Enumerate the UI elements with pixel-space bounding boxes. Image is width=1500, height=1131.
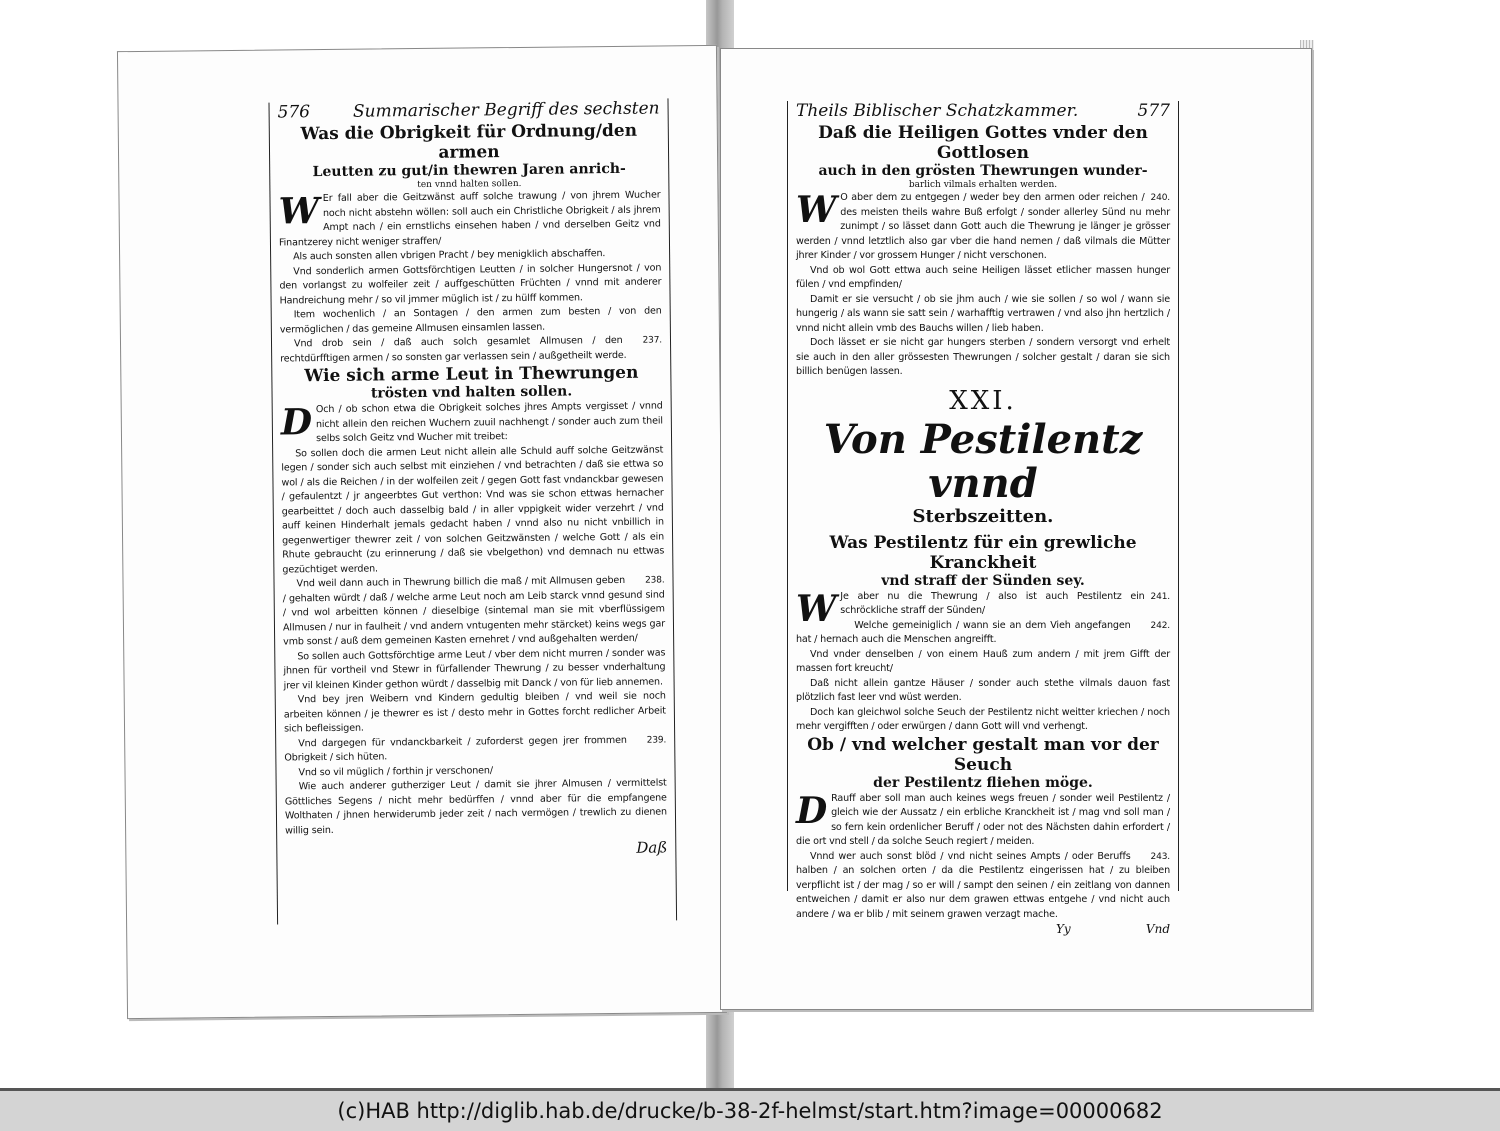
right-page-number: 577: [1137, 101, 1170, 121]
paragraph-text: Och / ob schon etwa die Obrigkeit solches jhres Ampts vergisset / vnnd nicht allein den reichen Wuchern zuuil nachhengt / sonder auch zum theil selbs solch Geitz vnd Wucher mit treibet:: [315, 400, 663, 445]
paragraph: [281, 443, 664, 577]
paragraph-text: Je aber nu die Thewrung / also ist auch Pestilentz ein schröckliche straff der Sünden/: [840, 590, 1145, 616]
chapter-number: XXI.: [949, 385, 1017, 416]
section1-heading: Daß die Heiligen Gottes vnder den Gottlosen: [818, 123, 1148, 163]
paragraph: [278, 188, 661, 250]
section-body: [281, 399, 668, 838]
paragraph-number: 241.: [1150, 591, 1170, 602]
left-text-column: [268, 98, 677, 924]
signature-mark: Yy: [1056, 922, 1071, 936]
drop-cap: W: [796, 587, 837, 630]
chapter-subtitle: Sterbszeitten.: [912, 505, 1054, 527]
right-page-foot: [796, 922, 1170, 936]
paragraph-number: 240.: [1150, 193, 1170, 203]
paragraph-text: O aber dem zu entgegen / weder bey den armen oder reichen / des meisten theils wahre Buß erfolgt / sonder allerley Sünd nu mehr zunimpt / so lässet dann Gott auch die Thewrung je länger je grösser werden / vnnd letztlich also gar vber die hand nemen / daß vilmals die Mütter jhrer Kinder / vor grossem Hunger / nicht verschonen.: [796, 192, 1170, 261]
section-body: [278, 188, 662, 366]
section1-heading2: auch in den grösten Thewrungen wunder-: [818, 163, 1148, 179]
paragraph: [796, 789, 1170, 850]
paragraph-text: Damit er sie versucht / ob sie jhm auch / wie sie sollen / so wol / wann sie hungerig / als wann sie satt sein / warhafftig vertrawen / vnd also jhn hertzlich / vnnd nicht allein vmb des Bauchs willen / lieb haben.: [796, 293, 1170, 334]
paragraph-text: Item wochenlich / an Sontagen / den armen zum besten / von den vermöglichen / das gemeine Allmusen einsamlen lassen.: [279, 305, 662, 335]
drop-cap: D: [280, 401, 313, 444]
section2-heading2: vnd straff der Sünden sey.: [881, 572, 1085, 589]
paragraph: [280, 333, 662, 366]
section3-body: [796, 789, 1170, 923]
section-heading: Was die Obrigkeit für Ordnung/den armen: [300, 120, 638, 163]
paragraph-text: Vnd so vil müglich / forthin jr verschonen/: [298, 764, 493, 778]
paragraph: [280, 304, 662, 337]
drop-cap: W: [278, 190, 320, 233]
paragraph-text: Vnd drob sein / daß auch solch gesamlet Allmusen / den rechtdürfftigen armen / so sonsten gar verlassen sein / außgetheilt werde.: [280, 334, 627, 364]
left-running-head: [277, 98, 659, 122]
paragraph: [284, 689, 666, 736]
left-page: [117, 45, 727, 1019]
paragraph: [796, 648, 1170, 677]
paragraph-number: 243.: [1150, 851, 1170, 862]
drop-cap: W: [796, 189, 837, 231]
section3-heading2: der Pestilentz fliehen möge.: [873, 774, 1093, 791]
paragraph-text: So sollen doch die armen Leut nicht allein alle Schuld auff solche Geitzwänst legen / sonder sich auch selbst mit einziehen / vnd betrachten / daß sie ettwa so wol / als die Reichen / in der wolfeilen zeit / gegen Gott fast vndanckbar gewesen / gefaulentzt / jr angeerbtes Gut verthon: Vnd was sie schon ettwas hernacher gearbeittet / doch auch dasselbig bald / in aller vppigkeit wider verzehrt / vnd auff keinen Hinderhalt jemals gedacht haben / vnnd also nu nicht vnbillich in gegenwertiger thewrer zeit / von solchen Geitzwänsten / welche Gott / als ein Rhute gebraucht (zu erinnerung / daß sie vbelgethon) vnd demnach nu ettwas gezüchtiget werden.: [281, 443, 665, 575]
paragraph: [284, 733, 666, 766]
paragraph-text: Vnnd wer auch sonst blöd / vnd nicht seines Ampts / oder Beruffs halben / an solchen orten / da die Pestilentz eingerissen hat / zu bleiben verpflicht ist / der mag / so er will / sampt den seinen / ein zeitlang von dannen entweichen / damit er also nur dem grawen ettwas entgehe / vnd nicht auch andere / wa er blib / mit seinem grawen verzagt mache.: [796, 850, 1170, 920]
left-running-title: Summarischer Begriff des sechsten: [352, 98, 660, 122]
paragraph: [285, 776, 668, 838]
section1-body: [796, 191, 1170, 380]
paragraph: [796, 706, 1170, 735]
paragraph-number: 237.: [642, 335, 663, 346]
paragraph: [281, 399, 663, 446]
left-page-number: 576: [277, 102, 311, 123]
paragraph-text: Doch kan gleichwol solche Seuch der Pestilentz nicht weitter kriechen / noch mehr vergifften / oder erwürgen / dann Gott will vnd verhengt.: [796, 706, 1170, 732]
section-heading: Wie sich arme Leut in Thewrungen: [304, 362, 639, 387]
paragraph-text: Welche gemeiniglich / wann sie an dem Vieh angefangen hat / hernach auch die Menschen angreifft.: [796, 619, 1131, 645]
paragraph: [796, 850, 1170, 923]
chapter-title: Von Pestilentz vnnd: [823, 415, 1143, 507]
left-sections: [278, 120, 667, 838]
left-catchword: Daß: [636, 838, 668, 857]
paragraph-text: Vnd vnder denselben / von einem Hauß zum andern / mit jrem Gifft der massen fort kreucht/: [796, 648, 1170, 674]
paragraph-text: Vnd sonderlich armen Gottsförchtigen Leutten / in solcher Hungersnot / von den vorlangst zu wolfeiler zeit / auffgeschütten Früchten / vnnd mit anderer Handreichung mehr / so vil jmmer müglich ist / zu hülff kommen.: [279, 261, 662, 306]
drop-cap: D: [796, 789, 828, 832]
paragraph: [796, 293, 1170, 337]
paragraph: [796, 264, 1170, 293]
right-text-column: [787, 101, 1179, 936]
paragraph: [796, 677, 1170, 706]
paragraph: [796, 336, 1170, 380]
section-heading2: Leutten zu gut/in thewren Jaren anrich-: [312, 160, 626, 181]
section-heading2: trösten vnd halten sollen.: [370, 383, 573, 402]
right-running-head: [796, 101, 1170, 121]
paragraph-text: Wie auch anderer gutherziger Leut / damit sie jhrer Almusen / vermittelst Göttliches Segens / nicht mehr bedürffen / vnnd aber für die empfangene Wolthaten / jhnen herwiderumb jeder zeit / nach vermögen / trewlich zu dienen willig sein.: [284, 777, 668, 836]
paragraph-text: Doch lässet er sie nicht gar hungers sterben / sondern versorgt vnd erhelt sie auch in den aller grössesten Thewrungen / solcher gestalt / daran sie sich billich benügen lassen.: [796, 337, 1170, 377]
paragraph-text: So sollen auch Gottsförchtige arme Leut / vber dem nicht murren / sonder was jhnen für vortheil vnd Stewr in fürfallender Thewrung / zu besser vnderhaltung jrer vil kleinen Kinder gethon würdt / dasselbig mit Danck / von für lieb annemen.: [283, 646, 666, 691]
paragraph-text: Er fall aber die Geitzwänst auff solche trawung / von jhrem Wucher noch nicht abstehn wöllen: soll auch ein Christliche Obrigkeit / als jhrem Ampt nach / ein ernstlichs einsehen haben / vnd derselben Geitz vnd Finantzerey nicht weniger straffen/: [278, 189, 661, 248]
paragraph: [283, 646, 665, 693]
section-heading3: ten vnnd halten sollen.: [417, 178, 522, 191]
right-catchword: Vnd: [1145, 922, 1170, 936]
paragraph-text: Rauff aber soll man auch keines wegs freuen / sonder weil Pestilentz / gleich wie der Aussatz / ein erbliche Kranckheit ist / mag vnd soll man / so fern kein ordenlicher Beruff / oder not des Nächsten dahin erfordert / die ort vnd stell / da solche Seuch regiert / meiden.: [796, 792, 1170, 847]
paragraph-text: Als auch sonsten allen vbrigen Pracht / bey menigklich abschaffen.: [293, 248, 606, 263]
section2-heading: Was Pestilentz für ein grewliche Kranckheit: [829, 532, 1137, 573]
right-running-title: Theils Biblischer Schatzkammer.: [796, 101, 1079, 121]
paragraph-text: Daß nicht allein gantze Häuser / sonder auch stethe vilmals dauon fast plötzlich fast leer vnd wüst werden.: [796, 677, 1170, 703]
right-page: [720, 48, 1312, 1010]
paragraph-number: 238.: [645, 575, 665, 586]
paragraph-text: Vnd bey jren Weibern vnd Kindern gedultig bleiben / vnd weil sie noch arbeiten können / je thewrer es ist / desto mehr in Gottes forcht redlicher Arbeit sich befleissigen.: [283, 690, 666, 735]
paragraph-number: 242.: [1150, 620, 1170, 631]
paragraph-text: Vnd weil dann auch in Thewrung billich die maß / mit Allmusen geben / gehalten würdt / daß / welche arme Leut noch am Leib starck vnnd gesund sind / vnd wol arbeitten können / dieselbige (sintemal man sie mit vberflüssigem Allmusen / nur in faulheit / vnd andern vntugenten mehr stärcket) keins wegs gar vmb sonst / auß dem gemeinen Kasten ernehret / vnd außgehalten werden/: [282, 574, 666, 648]
paragraph-text: Vnd ob wol Gott ettwa auch seine Heiligen lässet etlicher massen hunger fülen / vnd empfinden/: [796, 264, 1170, 290]
section3-heading: Ob / vnd welcher gestalt man vor der Seuch: [807, 734, 1159, 775]
section2-body: [796, 587, 1170, 735]
credit-text: (c)HAB http://diglib.hab.de/drucke/b-38-2f-helmst/start.htm?image=00000682: [337, 1099, 1163, 1123]
paragraph: [279, 261, 661, 308]
paragraph: [796, 619, 1170, 648]
paragraph: [282, 573, 665, 649]
paragraph-text: Vnd dargegen für vndanckbarkeit / zuforderst gegen jrer frommen Obrigkeit / sich hüten.: [284, 734, 627, 764]
credit-footer: [0, 1088, 1500, 1131]
paragraph: [796, 191, 1170, 264]
paragraph-number: 239.: [646, 734, 667, 746]
section1-heading3: barlich vilmals erhalten werden.: [908, 180, 1058, 190]
